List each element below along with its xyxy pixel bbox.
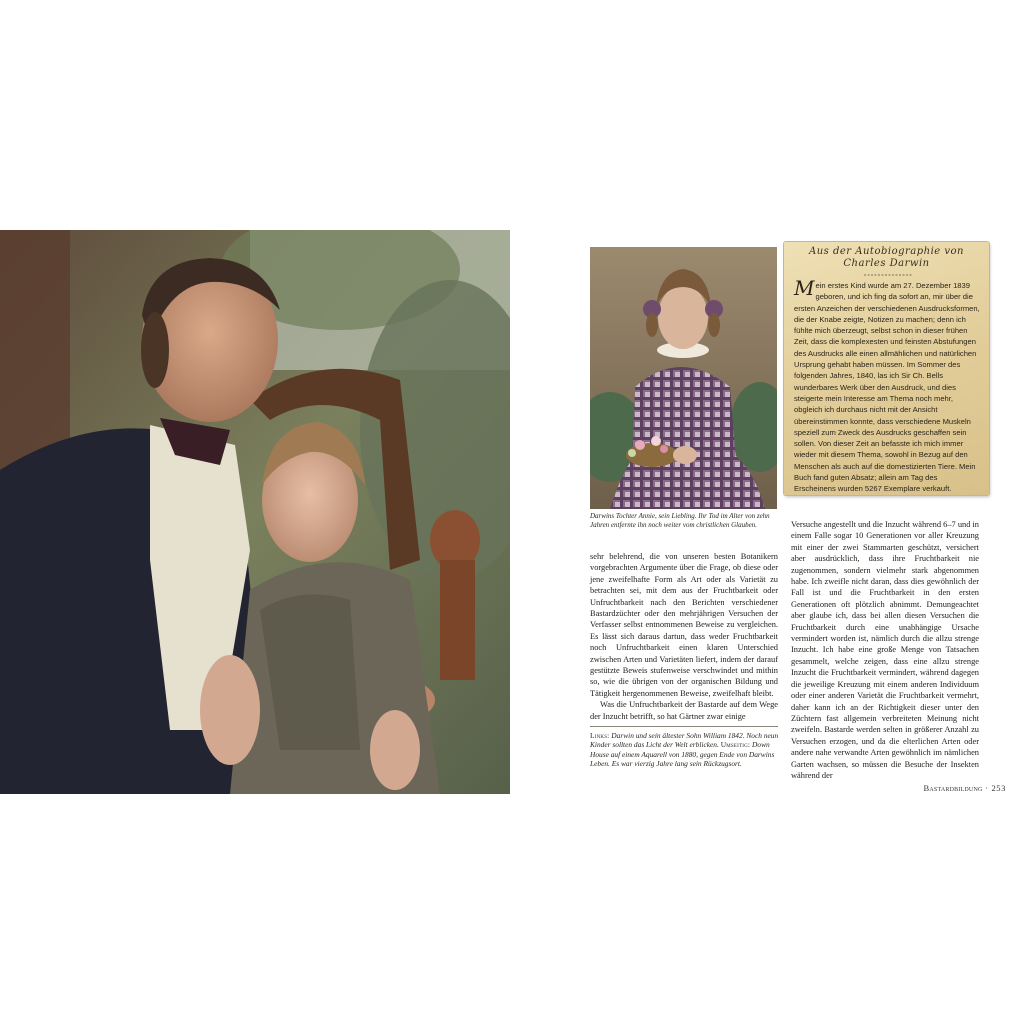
letter-title-line2: Charles Darwin [843,258,930,269]
col2-paragraph-1: Versuche angestellt und die Inzucht während 6–7 und in einem Falle sogar 10 Generationen vor aller Kreuzung mit einer der zwei Stammarten geschützt, versichert aber ausdrücklich, dass ihre Fruchtbarkeit nie zugenommen, sondern vielmehr stark abgenommen habe. Ich zweifle nicht daran, dass dies gewöhnlich der Fall ist und die Fruchtbarkeit in den ersten Generationen oft plötzlich abnimmt. Demungeachtet aber glaube ich, dass bei allen diesen Versuchen die Fruchtbarkeit durch eine unabhängige Ursache vermindert worden ist, nämlich durch die allzu strenge Inzucht. Ich habe eine große Menge von Tatsachen gesammelt, welche zeigen, dass eine allzu strenge Inzucht die Fruchtbarkeit vermindert, während dagegen die jeweilige Kreuzung mit einem anderen Individuum oder einer anderen Varietät die Fruchtbarkeit vermehrt, daher kann ich an der Richtigkeit dieser unter den Züchtern fast allgemein verbreiteten Meinung nicht zweifeln. Bastarde werden selten in größerer Anzahl zu Versuchen erzogen, und da die elterlichen Arten oder andere nahe verwandte Arten gewöhnlich im nämlichen Garten wachsen, so müssen die Besuche der Insekten während der [791,520,979,780]
caption-label-overleaf: Umseitig: [720,740,751,750]
caption-label-left: Links: [590,731,610,740]
autobiography-letter [784,242,989,495]
letter-text: ein erstes Kind wurde am 27. Dezember 1839 geboren, und ich fing da sofort an, mir über die ersten Anzeichen der verschiedenen Ausdrucksformen, die der Knabe zeigte, Notizen zu machen; denn ich fühlte mich überzeugt, selbst schon in dieser frühen Zeit, dass die komplexesten und feinsten Abstufungen des Ausdrucks alle einen allmählichen und natürlichen Ursprung gehabt haben müssen. Im Sommer des folgenden Jahres, 1840, las ich Sir Ch. Bells wunderbares Werk über den Ausdruck, und dies steigerte mein Interesse am Thema noch mehr, obgleich ich durchaus nicht mit der Ansicht übereinstimmen konnte, dass verschiedene Muskeln speziell zum Zweck des Ausdrucks geschaffen sein sollen. Von dieser Zeit an befasste ich mich immer wieder mit diesem Thema, sowohl in Bezug auf den Menschen als auch auf die domestizierten Tiere. Mein Buch fand guten Absatz; allein am Tag des Erscheinens wurden 5267 Exemplare verkauft. [794,281,980,494]
drop-cap: M [794,276,815,300]
caption-text-overleaf: Down House auf einem Aquarell von 1880, gegen Ende von Darwins Leben. Es war vierzig Jahre lang sein Rückzugsort. [590,740,775,768]
letter-title [784,246,989,270]
letter-body [794,276,981,495]
photo-caption [590,731,780,768]
col1-paragraph-1: sehr belehrend, die von unseren besten Botanikern vorgebrachten Argumente über die Frage, ob diese oder jene zweifelhafte Form als Art oder als Varietät zu betrachten sei, mit dem aus der Fruchtbarkeit oder Unfruchtbarkeit nach den Berichten verschiedener Bastardzüchter oder den mehrjährigen Versuchen der Verfasser selbst entnommenen Beweise zu vergleichen. Es lässt sich daraus dartun, dass weder Fruchtbarkeit noch Unfruchtbarkeit einen klaren Unterschied zwischen Arten und Varietäten liefert, indem der darauf gestützte Beweis stufenweise verschwindet und mithin so, wie die übrigen von der organischen Bildung und Tätigkeit hergenommenen Beweise, zweifelhaft bleibt. [590,552,778,698]
col1-paragraph-2: Was die Unfruchtbarkeit der Bastarde auf dem Wege der Inzucht betrifft, so hat Gärtner zwar einige [590,700,778,721]
chapter-title: Bastardbildung [923,783,983,793]
caption-text-left: Darwin und sein ältester Sohn William 1842. Noch neun Kinder sollten das Licht der Welt erblicken. [590,731,779,750]
annie-caption: Darwins Tochter Annie, sein Liebling. Ihr Tod im Alter von zehn Jahren entfernte ihn noch weiter vom christlichen Glauben. [590,512,770,529]
caption-divider [590,726,778,727]
darwin-william-photo [0,230,510,794]
annie-photo [590,247,777,509]
running-head [880,783,1006,793]
body-column-2 [791,519,979,781]
separator: · [985,783,989,793]
body-column-1 [590,551,778,722]
page-number: 253 [991,783,1006,793]
letter-title-line1: Aus der Autobiographie von [809,246,964,257]
ornament-icon [864,273,912,277]
